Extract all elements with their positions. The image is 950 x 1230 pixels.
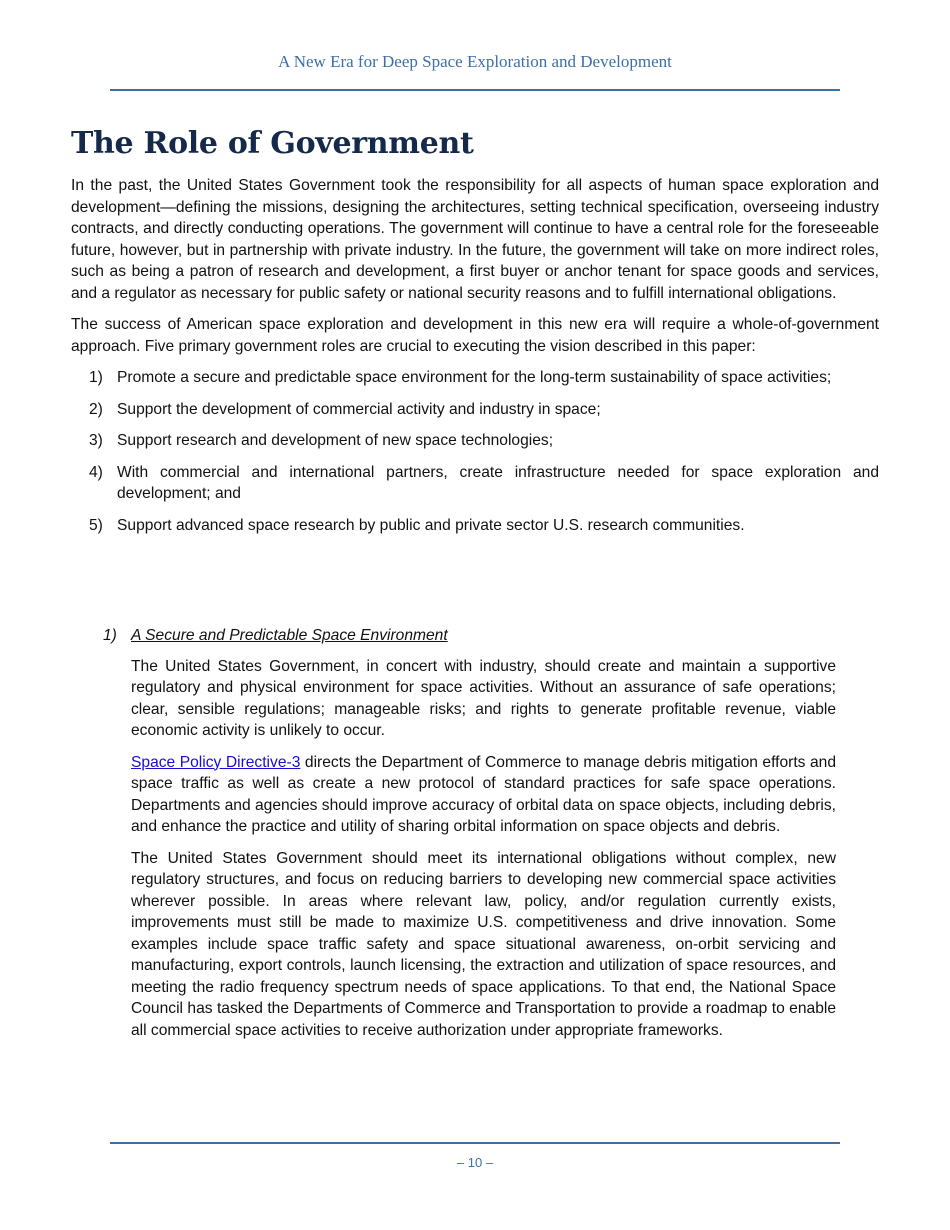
section-paragraph-2-text: directs the Department of Commerce to manage debris mitigation efforts and space traffic as well as create a new protocol of standard practices for safe space operations. Departments and agencies should improve accuracy of orbital data on space objects, including debris, and enhance the practice and utility of sharing orbital information on space objects and debris.	[131, 753, 837, 835]
section-heading	[103, 625, 836, 647]
section-number: 1)	[103, 627, 117, 644]
government-roles-list	[71, 367, 879, 536]
section-heading-text: A Secure and Predictable Space Environment	[131, 627, 448, 644]
list-item-text: With commercial and international partners, create infrastructure needed for space exploration and development; and	[117, 463, 879, 502]
section-paragraph-2	[131, 752, 836, 838]
list-item	[71, 515, 879, 537]
list-item-text: Promote a secure and predictable space environment for the long-term sustainability of space activities;	[117, 369, 832, 386]
list-item-number: 4)	[89, 463, 103, 481]
list-item-number: 5)	[89, 516, 103, 534]
list-item-number: 3)	[89, 432, 103, 449]
intro-paragraph-1: In the past, the United States Government took the responsibility for all aspects of human space exploration and development—defining the missions, designing the architectures, setting technical specification, overseeing industry contracts, and directly conducting operations. The government will continue to have a central role for the foreseeable future, however, but in partnership with private industry. In the future, the government will take on more indirect roles, such as being a patron of research and development, a first buyer or anchor tenant for space goods and services, and a regulator as necessary for public safety or national security reasons and to fulfill international obligations.	[71, 177, 879, 302]
intro-paragraph-2: The success of American space exploration and development in this new era will require a whole-of-government approach. Five primary government roles are crucial to executing the vision described in this paper:	[71, 316, 879, 355]
page-title: The Role of Government	[71, 126, 474, 161]
list-item	[71, 462, 879, 505]
section-paragraph-1: The United States Government, in concert with industry, should create and maintain a supportive regulatory and physical environment for space activities. Without an assurance of safe operations; clear, sensible regulations; manageable risks; and rights to generate profitable revenue, viable economic activity is unlikely to occur.	[131, 657, 836, 739]
list-item	[71, 367, 879, 389]
space-policy-directive-3-link[interactable]: Space Policy Directive-3	[131, 753, 301, 771]
page-number: – 10 –	[456, 1155, 494, 1170]
intro-section	[71, 175, 879, 546]
section-secure-environment	[103, 625, 836, 1051]
list-item	[71, 430, 879, 452]
list-item-text: Support the development of commercial activity and industry in space;	[117, 400, 601, 418]
footer-divider	[110, 1142, 840, 1144]
running-header: A New Era for Deep Space Exploration and Development	[278, 52, 672, 71]
section-paragraph-3: The United States Government should meet its international obligations without complex, new regulatory structures, and focus on reducing barriers to developing new commercial space activities wherever possible. In areas where relevant law, policy, and/or regulation currently exists, improvements must still be made to maximize U.S. competitiveness and drive innovation. Some examples include space traffic safety and space situational awareness, on-orbit servicing and manufacturing, export controls, launch licensing, the extraction and utilization of space resources, and meeting the radio frequency spectrum needs of space applications. To that end, the National Space Council has tasked the Departments of Commerce and Transportation to provide a roadmap to enable all commercial space activities to receive authorization under appropriate frameworks.	[131, 849, 836, 1039]
list-item-number: 1)	[89, 369, 103, 386]
list-item-text: Support research and development of new space technologies;	[117, 432, 554, 449]
header-divider	[110, 89, 840, 91]
list-item-number: 2)	[89, 400, 103, 418]
list-item	[71, 399, 879, 421]
list-item-text: Support advanced space research by public and private sector U.S. research communities.	[117, 516, 745, 534]
